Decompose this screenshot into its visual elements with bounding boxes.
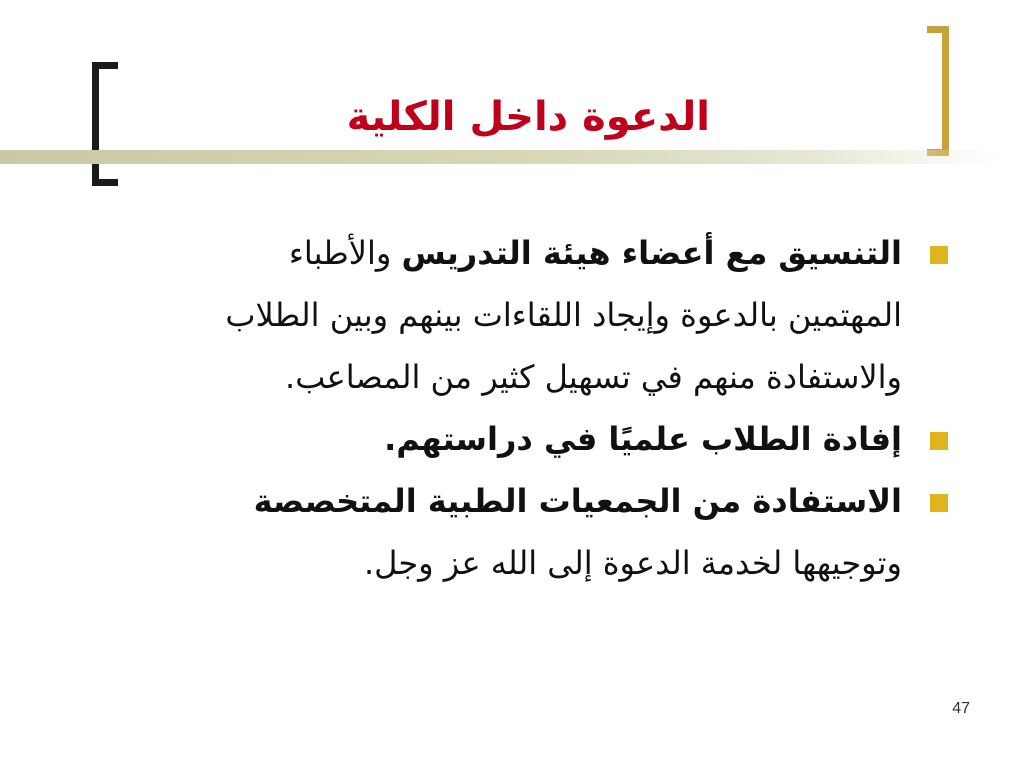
right-bracket-decoration	[927, 26, 949, 156]
bullet-item-3	[170, 470, 960, 594]
title-underline-rule	[0, 150, 1000, 164]
slide-title: الدعوة داخل الكلية	[346, 94, 710, 140]
bullet-item-1	[170, 222, 960, 408]
page-number: 47	[952, 700, 970, 717]
bullet-list	[170, 222, 960, 594]
bullet-item-2	[170, 408, 960, 470]
square-bullet-icon	[930, 494, 948, 512]
bullet-3-lead: الاستفادة من الجمعيات الطبية المتخصصة	[253, 482, 902, 520]
bullet-1-lead: التنسيق مع أعضاء هيئة التدريس	[401, 234, 902, 272]
bullet-2-lead: إفادة الطلاب علميًا في دراستهم.	[384, 420, 902, 458]
bullet-3-text: وتوجيهها لخدمة الدعوة إلى الله عز وجل.	[363, 544, 902, 582]
square-bullet-icon	[930, 432, 948, 450]
square-bullet-icon	[930, 246, 948, 264]
bullet-1-text: والأطباء المهتمين بالدعوة وإيجاد اللقاءات بينهم وبين الطلاب والاستفادة منهم في تسهيل كثير من المصاعب.	[225, 234, 902, 396]
left-bracket-decoration	[92, 62, 118, 186]
